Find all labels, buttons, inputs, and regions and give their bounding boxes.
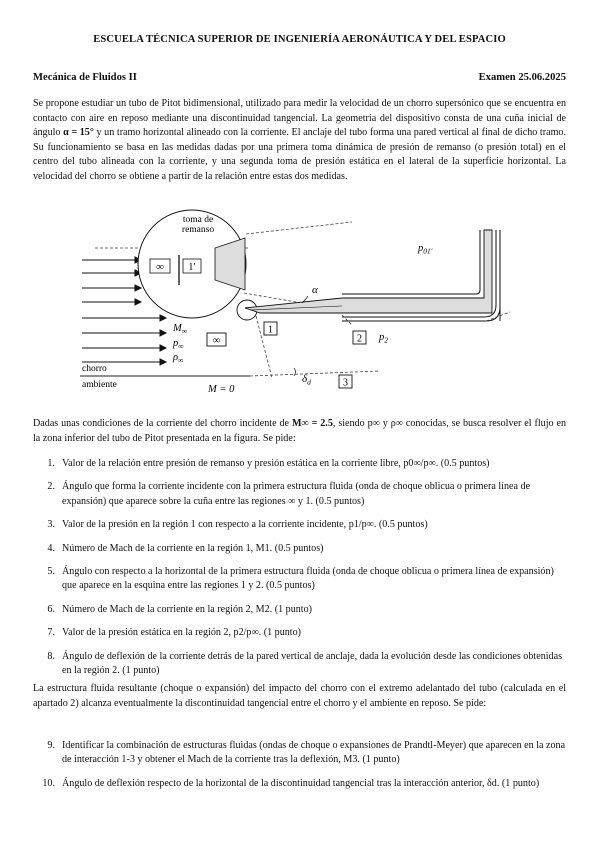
question-number: 8. (47, 650, 55, 662)
p-inf-symbol: p (173, 338, 179, 349)
p01-label (417, 243, 433, 256)
question-text: Número de Mach de la corriente en la región 1, M1. (0.5 puntos) (62, 542, 324, 554)
intro-text-1: Se propone estudiar un tubo de Pitot bidimensional, utilizado para medir la velocidad de un chorro supersónico que se encuentra en contacto con aire en reposo mediante una discontinuidad tangencial. La geometría del dispositivo consta de una cuña inicial de ángulo (33, 98, 566, 139)
delta-symbol: δ (302, 373, 308, 385)
tube-wedge-body (245, 230, 492, 313)
p2-label (378, 332, 388, 345)
intro-text-2: y un tramo horizontal alineado con la corriente. El anclaje del tubo forma una pared vertical al final de dicho tramo. Su funcionamiento se basa en las medidas dadas por una primera toma dinámica de presión de remanso (o presión total) en el centro del tubo alineada con la corriente, y una segunda toma de presión estática en el lateral de la superficie horizontal. La velocidad del chorro se obtiene a partir de la relación entre estas dos medidas. (33, 127, 567, 182)
shear-layer-dashed-line (250, 371, 380, 376)
mach-inf-label (172, 323, 188, 336)
question-text: Ángulo con respecto a la horizontal de la primera estructura fluida (onda de choque oblicua o primera línea de expansión) que aparece en la esquina entre las regiones 1 y 2. (0.5 puntos) (62, 566, 554, 592)
alpha-label: α (312, 284, 318, 296)
zoom-dashed-top (246, 222, 352, 234)
given-mach-condition: M∞ = 2.5 (291, 418, 333, 429)
p2-symbol: p (379, 332, 385, 343)
question-text: Identificar la combinación de estructuras fluidas (ondas de choque o expansiones de Prandtl-Meyer) que aparecen en la zona de interacción 1-3 y obtener el Mach de la corriente tras la deflexión, M3. (1 punto) (62, 740, 566, 766)
subject-title: Mecánica de Fluidos II (33, 72, 137, 83)
question-number: 9. (47, 740, 55, 751)
region-inf-label: ∞ (212, 334, 221, 347)
question-5 (33, 565, 566, 594)
inset-box-inf-label: ∞ (156, 261, 164, 273)
question-number: 4. (47, 542, 55, 554)
p01-subscript: 01′ (423, 246, 433, 256)
chorro-label: chorro (82, 364, 107, 374)
mach-inf-sub: ∞ (181, 326, 188, 336)
delta-d-label (302, 373, 311, 387)
remanso-label: remanso (181, 225, 215, 235)
question-number: 6. (47, 603, 55, 615)
wedge-angle: α = 15° (63, 127, 94, 139)
ambiente-label: ambiente (82, 380, 117, 390)
question-6 (33, 603, 566, 617)
question-text: Número de Mach de la corriente en la región 2, M2. (1 punto) (62, 603, 313, 615)
given-text-2: , siendo p∞ y ρ∞ conocidas, se busca resolver el flujo en la zona inferior del tubo de Pitot presentada en la figura. Se pide: (33, 418, 566, 444)
question-text: Valor de la presión estática en la región 2, p2/p∞. (1 punto) (62, 627, 302, 639)
given-conditions-paragraph (33, 417, 566, 446)
p2-subscript: 2 (384, 335, 388, 345)
inset-box-1p-label: 1′ (188, 262, 196, 273)
delta-arc (294, 368, 296, 376)
question-number: 10. (42, 777, 55, 789)
mach-inf-symbol: M (173, 323, 182, 334)
mach-zero-label: M = 0 (208, 384, 235, 395)
question-8 (33, 650, 566, 679)
question-2 (33, 480, 566, 509)
region-3-label: 3 (343, 377, 348, 389)
pitot-tube-figure (80, 200, 520, 400)
region-1-label: 1 (268, 324, 273, 336)
interaction-paragraph: La estructura fluida resultante (choque o expansión) del impacto del chorro con el extremo adelantado del tubo (calculada en el apartado 2) alcanza eventualmente la discontinuidad tangencial entre el chorro y el ambiente en reposo. Se pide: (33, 683, 566, 709)
intro-paragraph (33, 97, 566, 185)
given-text-1: Dadas unas condiciones de la corriente del chorro incidente de (33, 418, 292, 429)
page-title: ESCUELA TÉCNICA SUPERIOR DE INGENIERÍA AERONÁUTICA Y DEL ESPACIO (93, 34, 506, 45)
question-text: Ángulo de deflexión respecto de la horizontal de la discontinuidad tangencial tras la interacción anterior, δd. (1 punto) (62, 777, 540, 789)
questions-list-b (33, 739, 566, 791)
question-number: 7. (47, 627, 55, 639)
questions-list-a (33, 457, 566, 678)
p01-symbol: p (418, 243, 424, 254)
delta-sub: d (307, 377, 311, 387)
question-number: 1. (47, 458, 55, 469)
question-3 (33, 518, 566, 532)
question-7 (33, 626, 566, 640)
rho-inf-symbol: ρ (173, 352, 179, 363)
question-text: Valor de la relación entre presión de remanso y presión estática en la corriente libre, p0∞/p∞. (0.5 puntos) (62, 458, 490, 469)
p-inf-sub: ∞ (178, 341, 184, 351)
question-9 (33, 739, 566, 768)
question-1 (33, 457, 566, 471)
rho-inf-sub: ∞ (178, 355, 184, 365)
question-number: 5. (47, 566, 55, 578)
question-text: Valor de la presión en la región 1 con respecto a la corriente incidente, p1/p∞. (0.5 puntos) (62, 519, 428, 531)
region-2-label: 2 (357, 333, 362, 345)
question-text: Ángulo de deflexión de la corriente detrás de la pared vertical de anclaje, dada la evolución desde las condiciones obtenidas en la región 2. (1 punto) (62, 650, 562, 677)
toma-label: toma de (182, 215, 214, 225)
question-text: Ángulo que forma la corriente incidente con la primera estructura fluida (onda de choque oblicua o primera línea de expansión) que aparece sobre la cuña entre las regiones ∞ y 1. (0.5 puntos) (62, 481, 531, 507)
question-10 (33, 777, 566, 791)
p-inf-label (172, 338, 184, 351)
question-4 (33, 542, 566, 556)
exam-date: Examen 25.06.2025 (478, 72, 566, 83)
question-number: 2. (47, 481, 55, 493)
question-number: 3. (47, 519, 55, 531)
rho-inf-label (172, 352, 184, 365)
tube-inner-wall (342, 230, 480, 294)
